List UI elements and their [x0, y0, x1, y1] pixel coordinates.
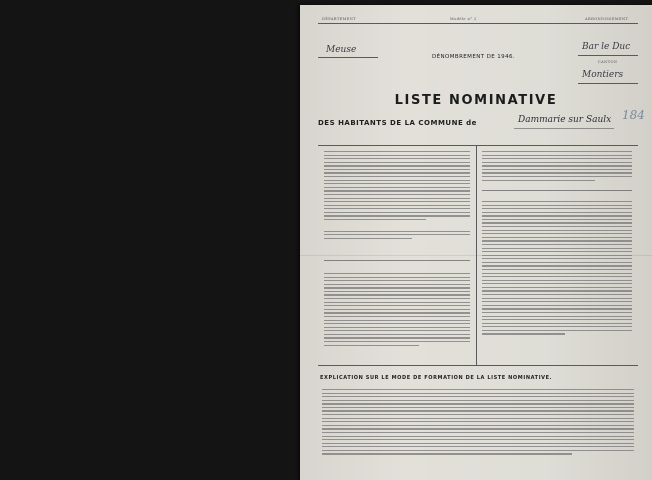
left-column-lower-text: [324, 273, 470, 348]
census-document-page: [300, 5, 652, 480]
left-column-text-block: [324, 151, 470, 241]
document-title: LISTE NOMINATIVE: [394, 93, 558, 108]
left-section-rule: [324, 260, 470, 261]
stamp-number: 184: [622, 108, 645, 122]
arrondissement-label: ARRONDISSEMENT: [585, 17, 629, 21]
canton-underline: [578, 83, 638, 84]
body-bottom-rule: [318, 365, 638, 366]
explanation-title: EXPLICATION SUR LE MODE DE FORMATION DE LA LISTE NOMINATIVE.: [320, 375, 553, 381]
canton-value: Montiers: [582, 70, 624, 80]
canton-label: CANTON: [598, 60, 618, 64]
model-label: Modèle n° 2: [450, 17, 477, 21]
right-column-list: [482, 201, 632, 337]
header-rule: [318, 23, 638, 24]
commune-underline: [514, 128, 614, 129]
column-divider: [476, 145, 477, 365]
right-section-rule: [482, 190, 632, 191]
right-column-text-block: [482, 151, 632, 183]
document-subtitle: DES HABITANTS DE LA COMMUNE de: [318, 119, 477, 127]
explanation-text-block: [322, 389, 634, 457]
department-underline: [318, 57, 378, 58]
department-value: Meuse: [326, 45, 357, 55]
department-label: DÉPARTEMENT: [322, 17, 357, 21]
arrondissement-value: Bar le Duc: [582, 42, 631, 52]
arrondissement-underline: [578, 55, 638, 56]
census-title: DÉNOMBREMENT DE 1946.: [432, 54, 516, 60]
body-top-rule: [318, 145, 638, 146]
commune-name: Dammarie sur Saulx: [518, 115, 612, 125]
